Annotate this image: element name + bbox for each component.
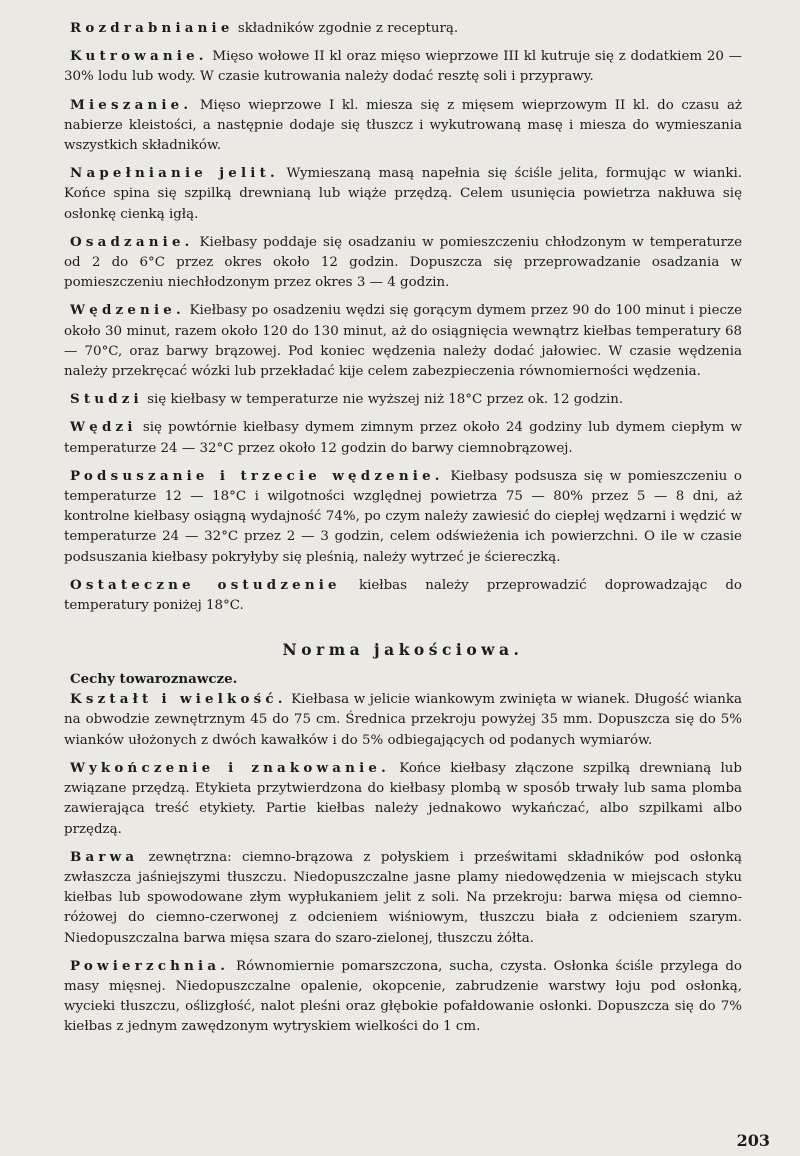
step-text: się kiełbasy w temperaturze nie wyższej niż 18°C przez ok. 12 godzin. [142,392,624,408]
criteria-text: Końce kiełbasy złączone szpilką drewnianą lub związane przędzą. Etykieta przytwierdzona do kiełbasy plombą w sposób trwały lub sama plomba zawierająca treść etykiety. Partie kiełbas należy jednakowo wykańczać, albo szpilkami albo przędzą. [64,760,742,837]
step-text: Kiełbasy podsusza się w pomieszczeniu o temperaturze 12 — 18°C i wilgotności względnej powietrza 75 — 80% przez 5 — 8 dni, aż kontrolne kiełbasy osiągną wydajność 74%, po czym należy zawiesić do ciepłej wędzarni i wędzić w temperaturze 24 — 32°C przez 2 — 3 godzin, celem odświeżenia ich powierzchni. O ile w czasie podsuszania kiełbasy pokryłyby się pleśnią, należy wytrzeć je ściereczką. [64,468,742,565]
criteria-lead: Powierzchnia. [70,957,230,974]
criteria-paragraph [64,847,742,949]
step-lead: Wędzenie. [70,302,185,319]
step-paragraph [64,163,742,225]
criteria-paragraph [64,689,742,751]
step-paragraph [64,300,742,382]
section-heading: Norma jakościowa. [282,640,524,660]
step-text: Mięso wołowe II kl oraz mięso wieprzowe III kl kutruje się z dodatkiem 20 — 30% lodu lub wody. W czasie kutrowania należy dodać resztę soli i przyprawy. [64,49,742,85]
page-number: 203 [736,1131,770,1150]
criteria-lead: Wykończenie i znakowanie. [70,759,390,776]
quality-criteria [64,689,742,1037]
process-steps [64,18,742,616]
criteria-lead: Kształt i wielkość. [70,691,287,708]
step-paragraph [64,232,742,294]
step-paragraph [64,46,742,87]
step-text: Wymieszaną masą napełnia się ściśle jelita, formując w wianki. Końce spina się szpilką drewnianą lub wiąże przędzą. Celem usunięcia powietrza nakłuwa się osłonkę cienką igłą. [64,166,742,222]
step-text: Mięso wieprzowe I kl. miesza się z mięsem wieprzowym II kl. do czasu aż nabierze kleistości, a następnie dodaje się tłuszcz i wykutrowaną masę i miesza do wymieszania wszystkich składników. [64,97,742,154]
criteria-paragraph [64,758,742,840]
step-paragraph [64,18,742,39]
step-paragraph [64,575,742,616]
step-lead: Mieszanie. [70,96,193,113]
criteria-text: Równomiernie pomarszczona, sucha, czysta. Osłonka ściśle przylega do masy mięsnej. Niedopuszczalne opalenie, okopcenie, zabrudzenie warstwy łoju pod osłonką, wycieki tłuszczu, oślizgłość, nalot pleśni oraz głębokie pofałdowanie osłonki. Dopuszcza się do 7% kiełbas z jednym zawędzonym wytryskiem wielkości do 1 cm. [64,958,742,1035]
subheading: Cechy towaroznawcze. [70,671,238,688]
step-paragraph [64,389,742,410]
criteria-text: zewnętrzna: ciemno-brązowa z połyskiem i prześwitami składników pod osłonką zwłaszcza jaśniejszymi tłuszczu. Niedopuszczalne jasne plamy niedowędzenia w miejscach styku kiełbas lub spowodowane złym wypłukaniem jelit z soli. Na przekroju: barwa mięsa od ciemno-różowej do ciemno-czerwonej z odcieniem wiśniowym, tłuszczu biała z odcieniem szarym. Niedopuszczalna barwa mięsa szara do szaro-zielonej, tłuszczu żółta. [64,849,742,946]
step-text: się powtórnie kiełbasy dymem zimnym przez około 24 godziny lub dymem ciepłym w temperaturze 24 — 32°C przez około 12 godzin do barwy ciemnobrązowej. [64,420,742,456]
step-lead: Studzi [70,391,143,408]
step-lead: Wędzi [70,419,137,436]
step-lead: Podsuszanie i trzecie wędzenie. [70,467,444,484]
step-paragraph [64,417,742,458]
criteria-paragraph [64,956,742,1038]
criteria-lead: Barwa [70,848,139,865]
step-lead: Osadzanie. [70,233,194,250]
step-text: kiełbas należy przeprowadzić doprowadzając do temperatury poniżej 18°C. [64,577,742,614]
step-paragraph [64,95,742,157]
step-paragraph [64,466,742,568]
step-text: Kiełbasy po osadzeniu wędzi się gorącym dymem przez 90 do 100 minut i piecze około 30 minut, razem około 120 do 130 minut, aż do osiągnięcia wewnątrz kiełbas temperatury 68 — 70°C, oraz barwy brązowej. Pod koniec wędzenia należy dodać jałowiec. W czasie wędzenia należy przekręcać wózki lub przekładać kije celem zabezpieczenia równomierności wędzenia. [64,303,742,380]
step-text: składników zgodnie z recepturą. [233,21,459,36]
step-lead: Rozdrabnianie [70,20,234,36]
step-text: Kiełbasy poddaje się osadzaniu w pomieszczeniu chłodzonym w temperaturze od 2 do 6°C przez okres około 12 godzin. Dopuszcza się przeprowadzanie osadzania w pomieszczeniu niechłodzonym przez okres 3 — 4 godzin. [64,234,742,291]
criteria-text: Kiełbasa w jelicie wiankowym zwinięta w wianek. Długość wianka na obwodzie zewnętrznym 45 do 75 cm. Średnica przekroju powyżej 35 mm. Dopuszcza się do 5% wianków ułożonych z dwóch kawałków i do 5% odbiegających od podanych wymiarów. [64,692,742,748]
step-lead: Ostateczne ostudzenie [70,576,341,593]
step-lead: Kutrowanie. [70,48,208,65]
step-lead: Napełnianie jelit. [70,165,279,182]
